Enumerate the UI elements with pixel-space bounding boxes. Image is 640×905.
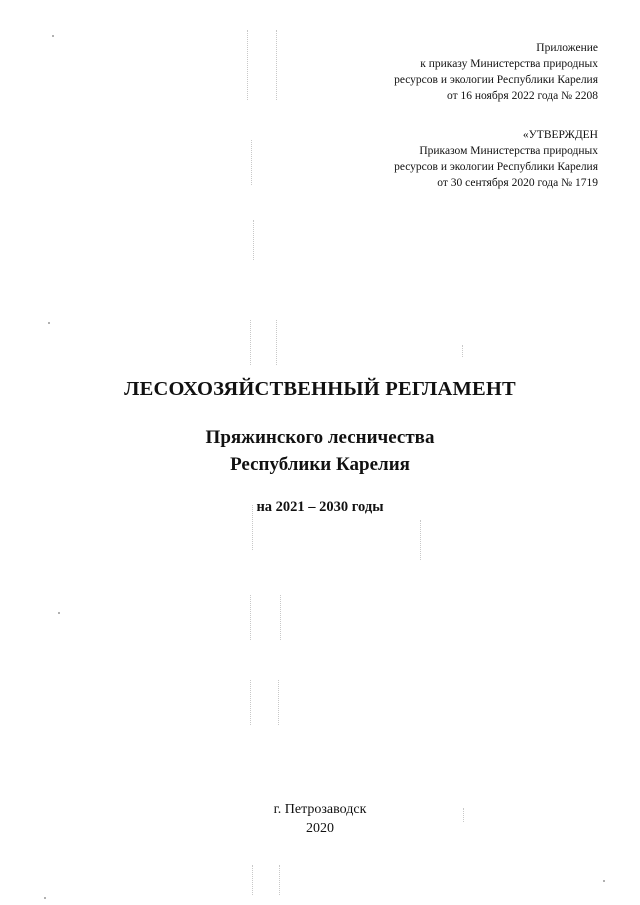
approval-block — [394, 127, 598, 191]
scan-artifact — [250, 680, 251, 725]
subtitle-line: Пряжинского лесничества — [205, 427, 435, 448]
scan-artifact — [250, 320, 251, 365]
scan-speck — [58, 612, 60, 614]
approval-line: от 30 сентября 2020 года № 1719 — [437, 177, 598, 189]
scan-artifact — [252, 865, 253, 895]
appendix-line: к приказу Министерства природных — [420, 58, 598, 70]
scan-artifact — [420, 520, 421, 560]
scan-speck — [48, 322, 50, 324]
approval-line: ресурсов и экологии Республики Карелия — [394, 161, 598, 173]
scan-artifact — [276, 30, 277, 100]
place-and-year — [0, 800, 640, 838]
approval-line: «УТВЕРЖДЕН — [522, 129, 598, 141]
scan-speck — [52, 35, 54, 37]
document-subtitle — [0, 424, 640, 478]
scan-artifact — [276, 320, 277, 365]
city-name: г. Петрозаводск — [273, 802, 367, 817]
scan-artifact — [250, 595, 251, 640]
scan-artifact — [251, 140, 252, 185]
scan-speck — [603, 880, 605, 882]
publication-year: 2020 — [306, 821, 334, 836]
appendix-line: от 16 ноября 2022 года № 2208 — [446, 90, 598, 102]
scan-artifact — [247, 30, 248, 100]
scan-artifact — [253, 220, 254, 260]
appendix-block — [394, 40, 598, 104]
approval-line: Приказом Министерства природных — [419, 145, 598, 157]
appendix-line: ресурсов и экологии Республики Карелия — [394, 74, 598, 86]
scan-artifact — [279, 865, 280, 895]
scan-artifact — [462, 345, 463, 357]
scan-speck — [44, 897, 46, 899]
document-title: ЛЕСОХОЗЯЙСТВЕННЫЙ РЕГЛАМЕНТ — [124, 378, 516, 400]
scan-artifact — [280, 595, 281, 640]
document-period: на 2021 – 2030 годы — [256, 499, 384, 515]
appendix-line: Приложение — [536, 42, 598, 54]
scan-artifact — [278, 680, 279, 725]
subtitle-line: Республики Карелия — [230, 454, 410, 475]
